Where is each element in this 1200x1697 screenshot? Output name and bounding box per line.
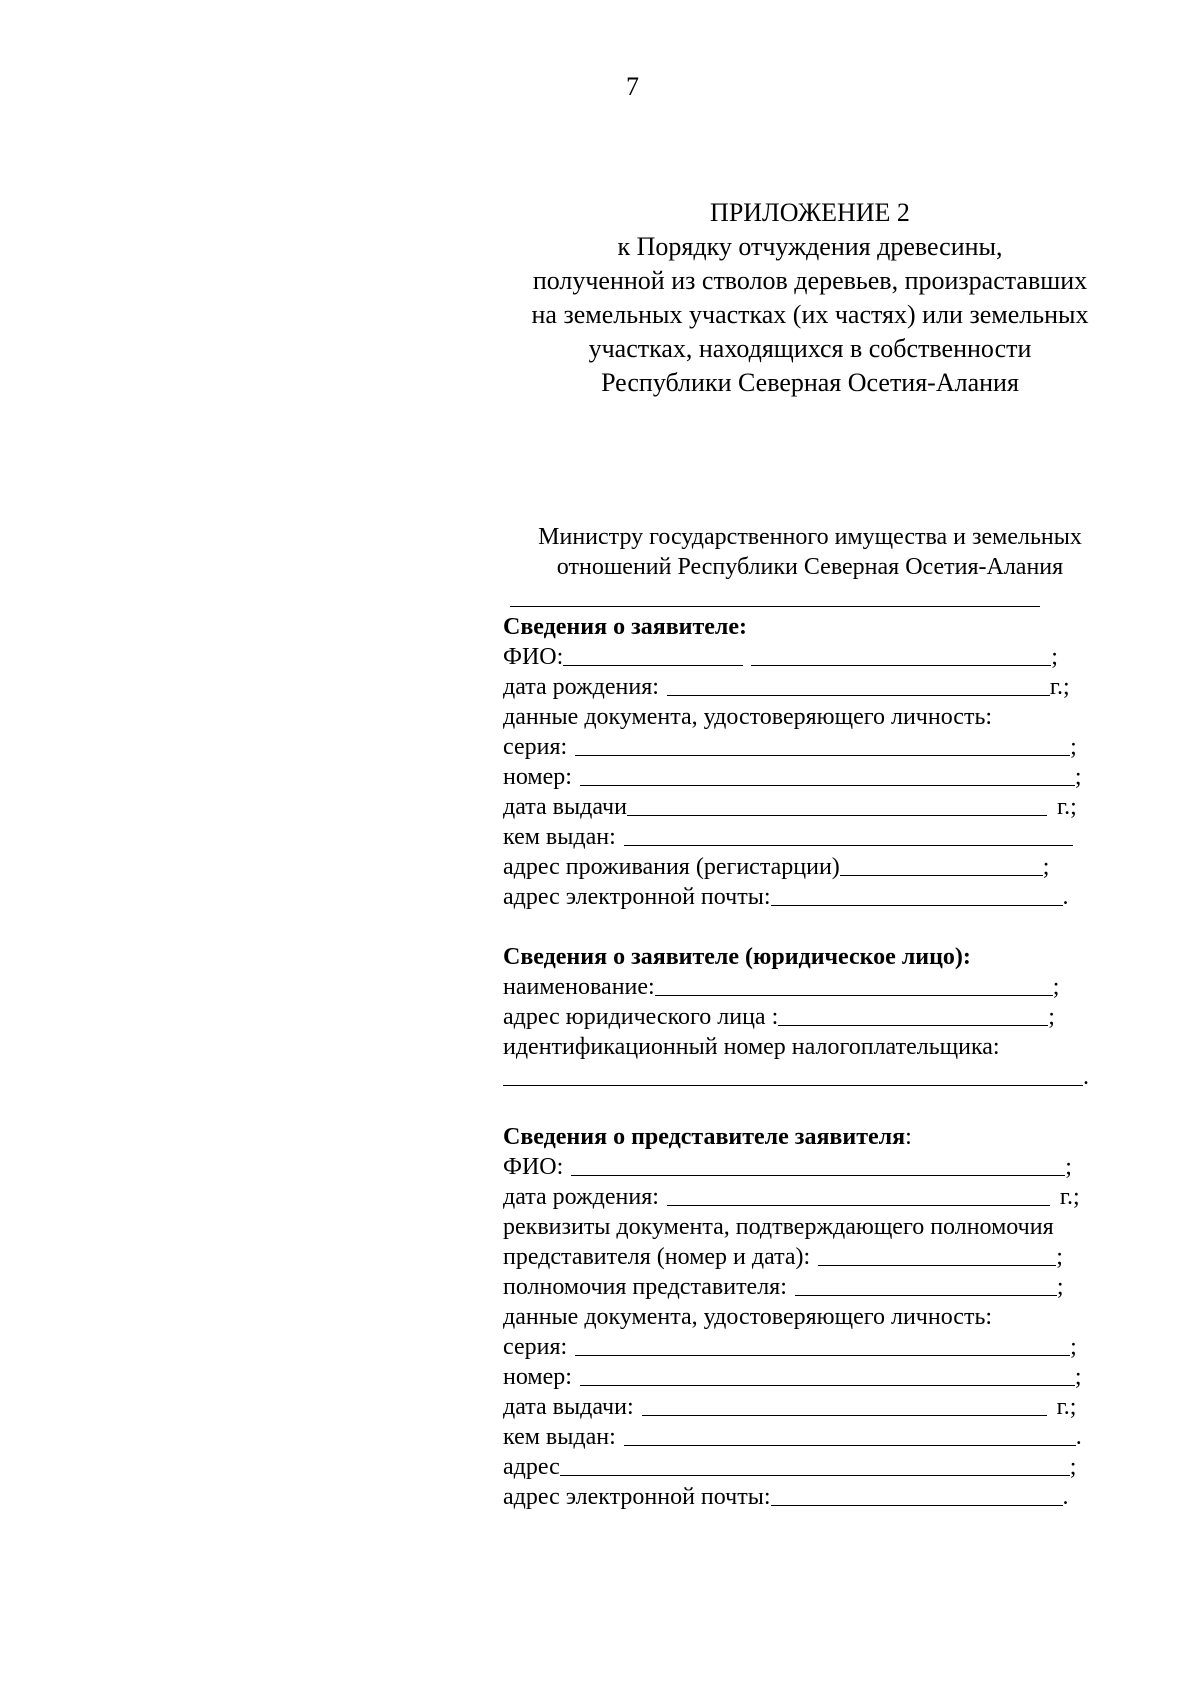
individual-residence-row <box>503 852 1103 882</box>
appendix-title: ПРИЛОЖЕНИЕ 2 <box>710 198 910 227</box>
rep-issue-date-end: г.; <box>1056 1394 1077 1420</box>
appendix-line: Республики Северная Осетия-Алания <box>601 368 1019 397</box>
issued-by-label: кем выдан: <box>503 824 616 850</box>
individual-email-row <box>503 882 1103 912</box>
appendix-header <box>490 196 1130 400</box>
individual-fio-row <box>503 642 1103 672</box>
individual-heading: Сведения о заявителе: <box>503 614 748 640</box>
fio-blank-1[interactable] <box>563 645 743 666</box>
legal-name-end: ; <box>1052 974 1060 1000</box>
rep-address-row <box>503 1452 1103 1482</box>
legal-inn-row <box>503 1062 1103 1092</box>
rep-issue-date-blank[interactable] <box>642 1395 1047 1416</box>
residence-blank[interactable] <box>840 855 1043 876</box>
individual-dob-row <box>503 672 1103 702</box>
rep-email-row <box>503 1482 1103 1512</box>
rep-series-blank[interactable] <box>575 1335 1070 1356</box>
appendix-line: полученной из стволов деревьев, произраставших <box>532 266 1088 295</box>
rep-issue-date-label: дата выдачи: <box>503 1394 634 1420</box>
residence-end: ; <box>1042 854 1050 880</box>
legal-name-row <box>503 972 1103 1002</box>
rep-authority-blank[interactable] <box>818 1245 1056 1266</box>
fio-end: ; <box>1051 644 1058 670</box>
series-end: ; <box>1070 734 1077 760</box>
rep-powers-end: ; <box>1056 1274 1064 1300</box>
rep-address-label: адрес <box>503 1454 560 1480</box>
email-end: . <box>1062 884 1069 910</box>
rep-series-label: серия: <box>503 1334 568 1360</box>
rep-id-doc: данные документа, удостоверяющего личность: <box>503 1304 993 1330</box>
number-end: ; <box>1074 764 1082 790</box>
rep-address-end: ; <box>1069 1454 1077 1480</box>
rep-powers-label: полномочия представителя: <box>503 1274 787 1300</box>
rep-issue-date-row <box>503 1392 1103 1422</box>
rep-number-end: ; <box>1074 1364 1082 1390</box>
rep-issued-by-row <box>503 1422 1103 1452</box>
page-number: 7 <box>626 72 639 101</box>
rep-authority-end: ; <box>1056 1244 1063 1270</box>
rep-dob-end: г.; <box>1059 1184 1080 1210</box>
appendix-line: участках, находящихся в собственности <box>588 334 1032 363</box>
legal-name-label: наименование: <box>503 974 655 1000</box>
rep-dob-blank[interactable] <box>667 1185 1050 1206</box>
addressee-blank-line[interactable] <box>510 606 1040 607</box>
email-label: адрес электронной почты: <box>503 884 771 910</box>
legal-inn-label: идентификационный номер налогоплательщика: <box>503 1034 1000 1060</box>
legal-address-row <box>503 1002 1103 1032</box>
rep-dob-row <box>503 1182 1103 1212</box>
issued-by-blank[interactable] <box>624 825 1073 846</box>
representative-heading-row <box>503 1122 1103 1152</box>
number-blank[interactable] <box>580 765 1075 786</box>
rep-email-blank[interactable] <box>771 1485 1063 1506</box>
legal-address-end: ; <box>1048 1004 1055 1030</box>
rep-fio-label: ФИО: <box>503 1154 564 1180</box>
legal-inn-end: . <box>1083 1064 1089 1090</box>
rep-issued-by-label: кем выдан: <box>503 1424 616 1450</box>
representative-heading-colon: : <box>905 1124 912 1150</box>
representative-heading: Сведения о представителе заявителя <box>503 1124 906 1150</box>
rep-number-label: номер: <box>503 1364 572 1390</box>
issue-date-end: г.; <box>1056 794 1077 820</box>
rep-series-end: ; <box>1070 1334 1077 1360</box>
legal-inn-blank[interactable] <box>503 1065 1083 1086</box>
rep-powers-blank[interactable] <box>795 1275 1057 1296</box>
addressee-line: Министру государственного имущества и земельных <box>538 524 1082 550</box>
rep-powers-row <box>503 1272 1103 1302</box>
rep-email-label: адрес электронной почты: <box>503 1484 771 1510</box>
rep-authority-row <box>503 1242 1103 1272</box>
individual-series-row <box>503 732 1103 762</box>
application-form <box>503 612 1103 1512</box>
series-label: серия: <box>503 734 568 760</box>
legal-address-label: адрес юридического лица : <box>503 1004 779 1030</box>
rep-fio-row <box>503 1152 1103 1182</box>
dob-label: дата рождения: <box>503 674 659 700</box>
series-blank[interactable] <box>575 735 1070 756</box>
rep-number-row <box>503 1362 1103 1392</box>
rep-issued-by-blank[interactable] <box>624 1425 1076 1446</box>
individual-number-row <box>503 762 1103 792</box>
dob-blank[interactable] <box>667 675 1050 696</box>
rep-number-blank[interactable] <box>580 1365 1075 1386</box>
email-blank[interactable] <box>771 885 1063 906</box>
issue-date-blank[interactable] <box>627 795 1047 816</box>
individual-issued-by-row <box>503 822 1103 852</box>
addressee-block <box>490 522 1130 582</box>
fio-blank-2[interactable] <box>751 645 1051 666</box>
residence-label: адрес проживания (регистарции) <box>503 854 840 880</box>
rep-fio-end: ; <box>1065 1154 1072 1180</box>
rep-authority-doc: реквизиты документа, подтверждающего полномочия <box>503 1214 1054 1240</box>
rep-series-row <box>503 1332 1103 1362</box>
rep-authority-label: представителя (номер и дата): <box>503 1244 811 1270</box>
legal-heading: Сведения о заявителе (юридическое лицо): <box>503 944 971 970</box>
rep-email-end: . <box>1062 1484 1069 1510</box>
number-label: номер: <box>503 764 572 790</box>
dob-end: г.; <box>1049 674 1070 700</box>
rep-address-blank[interactable] <box>560 1455 1070 1476</box>
appendix-line: к Порядку отчуждения древесины, <box>617 232 1003 261</box>
individual-id-doc: данные документа, удостоверяющего личность: <box>503 704 993 730</box>
appendix-line: на земельных участках (их частях) или земельных <box>531 300 1089 329</box>
legal-name-blank[interactable] <box>655 975 1053 996</box>
legal-address-blank[interactable] <box>778 1005 1048 1026</box>
rep-fio-blank[interactable] <box>571 1155 1065 1176</box>
rep-dob-label: дата рождения: <box>503 1184 659 1210</box>
addressee-line: отношений Республики Северная Осетия-Алания <box>556 554 1064 580</box>
individual-issue-date-row <box>503 792 1103 822</box>
issue-date-label: дата выдачи <box>503 794 627 820</box>
rep-issued-by-end: . <box>1075 1424 1082 1450</box>
fio-label: ФИО: <box>503 644 564 670</box>
